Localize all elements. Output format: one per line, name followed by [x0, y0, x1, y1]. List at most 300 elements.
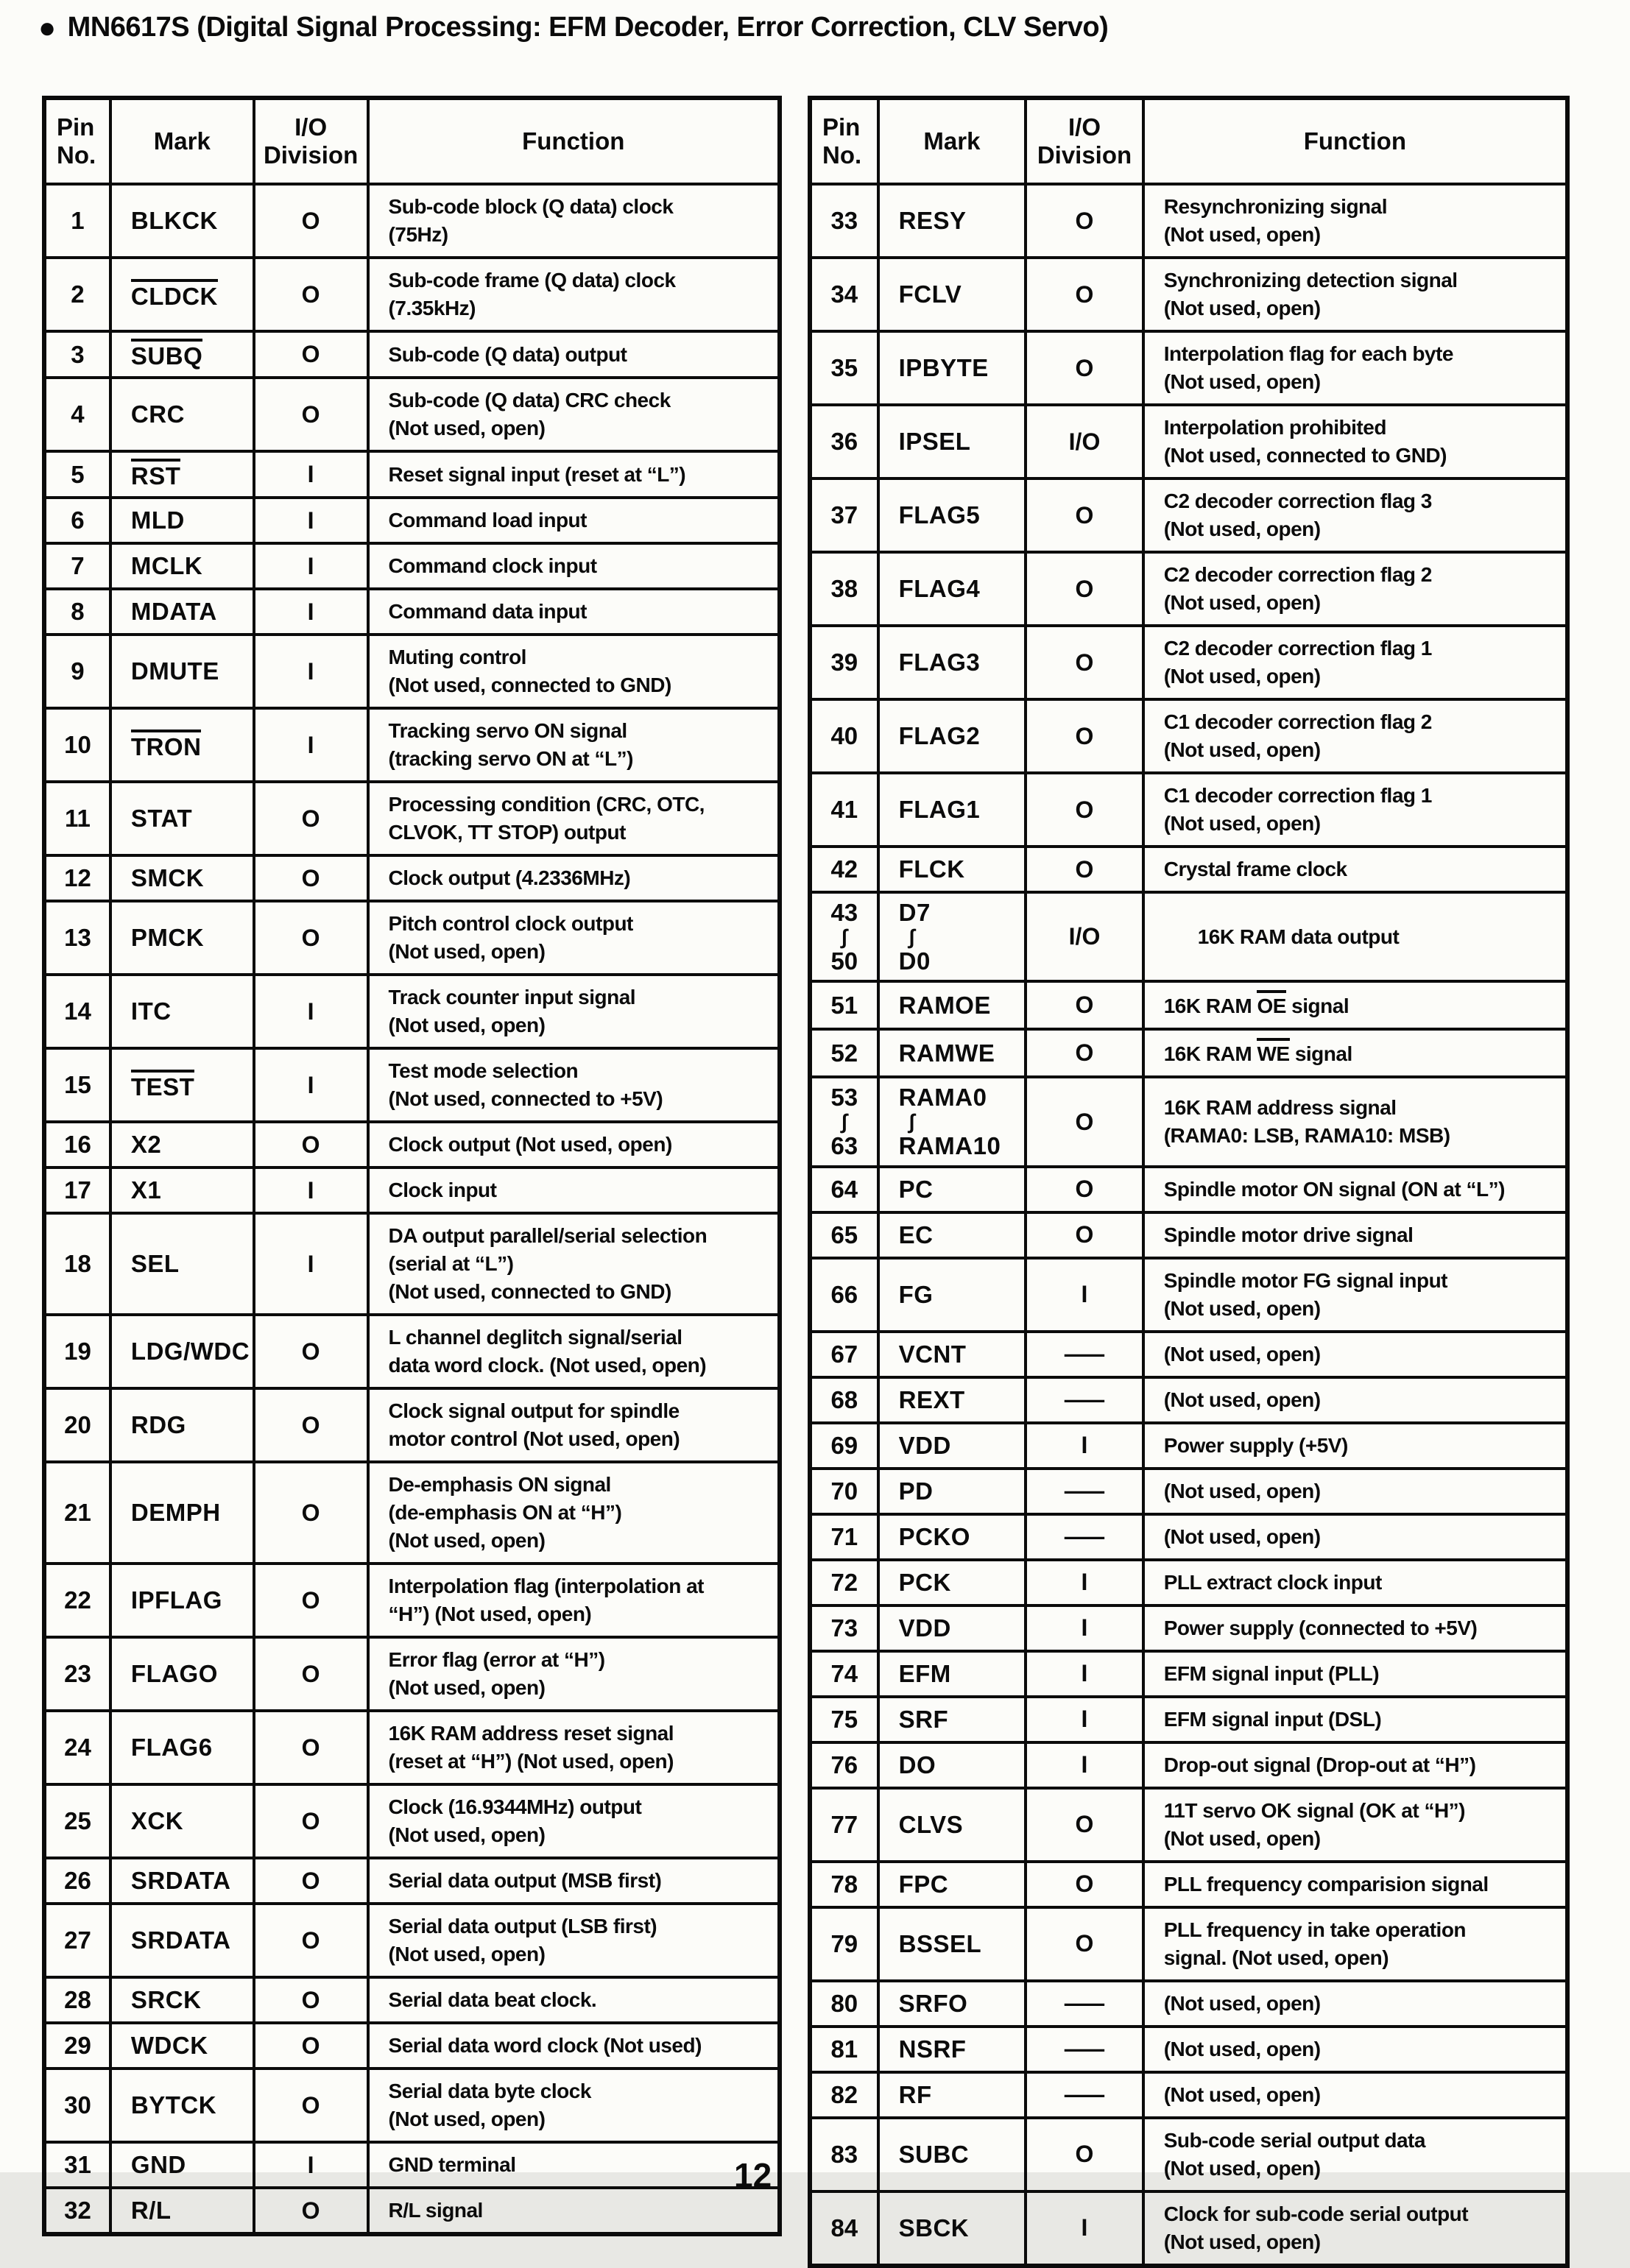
table-row [44, 1462, 780, 1564]
pin-cell: 29 [44, 2023, 110, 2069]
io-cell: O [254, 901, 368, 975]
function-cell: Sub-code (Q data) CRC check (Not used, open) [368, 378, 780, 451]
io-cell: O [1026, 1077, 1143, 1166]
io-cell: I [254, 498, 368, 543]
table-row [810, 626, 1567, 699]
io-cell: O [254, 1388, 368, 1462]
pin-cell: 81 [810, 2027, 878, 2072]
mark-cell: IPSEL [878, 405, 1026, 478]
mark-cell: RAMA0 ∫ RAMA10 [878, 1077, 1026, 1166]
mark-cell: XCK [110, 1784, 254, 1858]
range-squiggle-icon: ∫ [909, 925, 915, 948]
table-row [810, 847, 1567, 892]
function-cell: Spindle motor FG signal input (Not used, open) [1143, 1258, 1567, 1332]
column-header-mark: Mark [110, 98, 254, 184]
io-cell: I [1026, 1423, 1143, 1469]
function-cell: C2 decoder correction flag 1 (Not used, open) [1143, 626, 1567, 699]
dash-icon: — [1064, 1990, 1105, 2017]
function-cell: PLL extract clock input [1143, 1560, 1567, 1605]
mark-cell: FCLV [878, 258, 1026, 331]
io-cell: O [254, 1784, 368, 1858]
table-row [810, 773, 1567, 847]
mark-cell: X2 [110, 1122, 254, 1167]
mark-cell [110, 451, 254, 498]
io-cell: O [1026, 1788, 1143, 1862]
mark-cell: EC [878, 1212, 1026, 1258]
mark-cell: FLAG1 [878, 773, 1026, 847]
pin-table-right-wrap [808, 96, 1570, 2253]
function-cell: PLL frequency in take operation signal. (Not used, open) [1143, 1907, 1567, 1981]
table-row [810, 1258, 1567, 1332]
pin-cell: 13 [44, 901, 110, 975]
pin-cell: 69 [810, 1423, 878, 1469]
function-cell: C1 decoder correction flag 2 (Not used, open) [1143, 699, 1567, 773]
pin-cell: 51 [810, 981, 878, 1029]
pin-cell: 4 [44, 378, 110, 451]
table-row [810, 1077, 1567, 1166]
mark-cell: DEMPH [110, 1462, 254, 1564]
table-row [44, 2069, 780, 2142]
column-header-mark: Mark [878, 98, 1026, 184]
function-cell: Clock for sub-code serial output (Not used, open) [1143, 2191, 1567, 2266]
function-cell: Clock output (Not used, open) [368, 1122, 780, 1167]
mark-cell: DO [878, 1742, 1026, 1788]
function-cell: Power supply (connected to +5V) [1143, 1605, 1567, 1651]
io-cell: O [254, 2069, 368, 2142]
pin-cell: 32 [44, 2188, 110, 2234]
io-cell: O [254, 1904, 368, 1977]
function-cell: Serial data output (LSB first) (Not used, open) [368, 1904, 780, 1977]
function-cell: R/L signal [368, 2188, 780, 2234]
table-row [810, 699, 1567, 773]
io-cell: O [1026, 699, 1143, 773]
function-cell: C1 decoder correction flag 1 (Not used, open) [1143, 773, 1567, 847]
mark-cell [110, 331, 254, 378]
function-cell: Drop-out signal (Drop-out at “H”) [1143, 1742, 1567, 1788]
table-row [810, 1332, 1567, 1377]
dash-icon: — [1064, 1523, 1105, 1550]
pin-cell: 6 [44, 498, 110, 543]
dash-icon: — [1064, 1477, 1105, 1505]
mark-cell: FLCK [878, 847, 1026, 892]
mark-cell: SRFO [878, 1981, 1026, 2027]
table-row [810, 2027, 1567, 2072]
function-cell: Sub-code serial output data (Not used, open) [1143, 2118, 1567, 2191]
mark-cell: FLAGO [110, 1637, 254, 1711]
function-cell: (Not used, open) [1143, 1332, 1567, 1377]
function-cell: (Not used, open) [1143, 2027, 1567, 2072]
pin-cell: 76 [810, 1742, 878, 1788]
mark-cell: NSRF [878, 2027, 1026, 2072]
function-cell: Reset signal input (reset at “L”) [368, 451, 780, 498]
table-row [44, 1904, 780, 1977]
mark-cell: FLAG6 [110, 1711, 254, 1784]
pin-cell: 18 [44, 1213, 110, 1315]
dash-icon: — [1064, 1340, 1105, 1368]
io-cell: O [254, 782, 368, 855]
io-cell [1026, 1981, 1143, 2027]
function-cell: (Not used, open) [1143, 1377, 1567, 1423]
mark-cell: PCKO [878, 1514, 1026, 1560]
pin-cell: 19 [44, 1315, 110, 1388]
table-row [810, 478, 1567, 552]
table-row [810, 1605, 1567, 1651]
function-cell: C2 decoder correction flag 2 (Not used, open) [1143, 552, 1567, 626]
mark-cell: IPFLAG [110, 1564, 254, 1637]
pin-cell: 74 [810, 1651, 878, 1697]
pin-table-left-wrap [42, 96, 782, 2224]
pin-cell: 72 [810, 1560, 878, 1605]
io-cell: I [254, 635, 368, 708]
pin-cell: 31 [44, 2142, 110, 2188]
function-cell: EFM signal input (PLL) [1143, 1651, 1567, 1697]
mark-cell [110, 258, 254, 331]
table-row [44, 451, 780, 498]
io-cell: O [1026, 184, 1143, 258]
table-row [810, 1907, 1567, 1981]
mark-cell: RESY [878, 184, 1026, 258]
overlined-signal: SUBQ [131, 339, 202, 370]
io-cell: O [1026, 626, 1143, 699]
mark-cell: VDD [878, 1423, 1026, 1469]
mark-cell: CRC [110, 378, 254, 451]
table-row [44, 589, 780, 635]
table-row [810, 1514, 1567, 1560]
pin-cell: 26 [44, 1858, 110, 1904]
table-row [810, 1469, 1567, 1514]
pin-cell: 2 [44, 258, 110, 331]
function-cell: Clock signal output for spindle motor control (Not used, open) [368, 1388, 780, 1462]
pin-cell: 25 [44, 1784, 110, 1858]
pin-table-right [808, 96, 1570, 2268]
mark-cell: SRCK [110, 1977, 254, 2023]
pin-cell: 16 [44, 1122, 110, 1167]
io-cell: I [254, 2142, 368, 2188]
pin-cell: 28 [44, 1977, 110, 2023]
column-header-function: Function [1143, 98, 1567, 184]
table-row [810, 1029, 1567, 1077]
table-row [44, 184, 780, 258]
table-row [44, 1564, 780, 1637]
pin-cell: 79 [810, 1907, 878, 1981]
pin-cell: 77 [810, 1788, 878, 1862]
function-cell: Pitch control clock output (Not used, open) [368, 901, 780, 975]
io-cell: I [254, 451, 368, 498]
table-row [44, 1048, 780, 1122]
function-cell: 16K RAM data output [1143, 892, 1567, 981]
table-row [44, 331, 780, 378]
column-header-io: I/O Division [1026, 98, 1143, 184]
io-cell: I [1026, 1605, 1143, 1651]
table-row [44, 635, 780, 708]
function-cell: Processing condition (CRC, OTC, CLVOK, TT STOP) output [368, 782, 780, 855]
function-cell: Sub-code (Q data) output [368, 331, 780, 378]
table-row [810, 1167, 1567, 1212]
mark-cell: ITC [110, 975, 254, 1048]
overlined-signal: RST [131, 459, 181, 490]
io-cell: O [254, 331, 368, 378]
table-row [810, 331, 1567, 405]
function-cell: Serial data output (MSB first) [368, 1858, 780, 1904]
mark-cell: FG [878, 1258, 1026, 1332]
pin-cell: 38 [810, 552, 878, 626]
io-cell: O [1026, 1029, 1143, 1077]
pin-cell: 52 [810, 1029, 878, 1077]
function-cell: (Not used, open) [1143, 1514, 1567, 1560]
io-cell: I [1026, 1560, 1143, 1605]
io-cell [1026, 2027, 1143, 2072]
table-row [810, 1212, 1567, 1258]
overlined-signal: CLDCK [131, 279, 218, 310]
io-cell: I [254, 543, 368, 589]
io-cell [1026, 2072, 1143, 2118]
page-number: 12 [734, 2156, 772, 2194]
io-cell: O [254, 1858, 368, 1904]
function-cell: 16K RAM address reset signal (reset at “H”) (Not used, open) [368, 1711, 780, 1784]
io-cell [1026, 1514, 1143, 1560]
function-cell: Power supply (+5V) [1143, 1423, 1567, 1469]
table-row [810, 1981, 1567, 2027]
table-row [44, 378, 780, 451]
mark-cell: VCNT [878, 1332, 1026, 1377]
function-cell: Clock input [368, 1167, 780, 1213]
pin-cell: 21 [44, 1462, 110, 1564]
pin-cell: 7 [44, 543, 110, 589]
table-row [44, 855, 780, 901]
mark-cell: SMCK [110, 855, 254, 901]
mark-cell: SRDATA [110, 1904, 254, 1977]
mark-cell: RAMWE [878, 1029, 1026, 1077]
overlined-signal: WE [1257, 1038, 1289, 1064]
table-row [44, 258, 780, 331]
table-row [44, 1637, 780, 1711]
table-row [810, 1651, 1567, 1697]
pin-cell: 42 [810, 847, 878, 892]
io-cell: I [254, 708, 368, 782]
io-cell: O [1026, 258, 1143, 331]
io-cell: O [254, 258, 368, 331]
function-cell: Interpolation prohibited (Not used, connected to GND) [1143, 405, 1567, 478]
function-cell: Synchronizing detection signal (Not used, open) [1143, 258, 1567, 331]
pin-cell: 14 [44, 975, 110, 1048]
table-row [44, 2023, 780, 2069]
pin-cell: 73 [810, 1605, 878, 1651]
overlined-signal: OE [1257, 990, 1285, 1017]
io-cell: O [254, 184, 368, 258]
table-row [44, 2188, 780, 2234]
mark-cell: SEL [110, 1213, 254, 1315]
function-cell: 16K RAM address signal (RAMA0: LSB, RAMA10: MSB) [1143, 1077, 1567, 1166]
pin-cell: 30 [44, 2069, 110, 2142]
function-cell: Spindle motor ON signal (ON at “L”) [1143, 1167, 1567, 1212]
io-cell: O [1026, 981, 1143, 1029]
mark-cell: GND [110, 2142, 254, 2188]
table-row [810, 981, 1567, 1029]
function-cell: Clock (16.9344MHz) output (Not used, open) [368, 1784, 780, 1858]
dash-icon: — [1064, 2035, 1105, 2063]
range-squiggle-icon: ∫ [841, 1110, 847, 1134]
function-cell: Command data input [368, 589, 780, 635]
pin-cell: 15 [44, 1048, 110, 1122]
page-title-text: MN6617S (Digital Signal Processing: EFM Decoder, Error Correction, CLV Servo) [67, 12, 1109, 43]
function-cell: (Not used, open) [1143, 1469, 1567, 1514]
mark-cell: LDG/WDC [110, 1315, 254, 1388]
io-cell: I [1026, 1697, 1143, 1742]
pin-cell: 67 [810, 1332, 878, 1377]
range-squiggle-icon: ∫ [909, 1110, 915, 1134]
pin-cell: 78 [810, 1862, 878, 1907]
io-cell: I [254, 1213, 368, 1315]
mark-cell: MCLK [110, 543, 254, 589]
function-cell: C2 decoder correction flag 3 (Not used, open) [1143, 478, 1567, 552]
mark-cell: EFM [878, 1651, 1026, 1697]
table-row [44, 1213, 780, 1315]
table-row [44, 1315, 780, 1388]
io-cell: O [1026, 2118, 1143, 2191]
io-cell: O [254, 855, 368, 901]
pin-cell: 1 [44, 184, 110, 258]
pin-cell: 5 [44, 451, 110, 498]
function-cell: Sub-code frame (Q data) clock (7.35kHz) [368, 258, 780, 331]
header-row [44, 98, 780, 184]
table-row [810, 184, 1567, 258]
table-row [810, 892, 1567, 981]
io-cell: O [254, 378, 368, 451]
mark-cell: PC [878, 1167, 1026, 1212]
io-cell: O [254, 1711, 368, 1784]
io-cell: I/O [1026, 405, 1143, 478]
mark-cell [110, 1048, 254, 1122]
column-header-io: I/O Division [254, 98, 368, 184]
table-row [44, 1388, 780, 1462]
mark-cell: STAT [110, 782, 254, 855]
pin-cell: 64 [810, 1167, 878, 1212]
function-cell: Muting control (Not used, connected to GND) [368, 635, 780, 708]
table-row [44, 1711, 780, 1784]
table-row [44, 1784, 780, 1858]
pin-cell: 12 [44, 855, 110, 901]
mark-cell: WDCK [110, 2023, 254, 2069]
io-cell: I [254, 1167, 368, 1213]
function-cell: Serial data byte clock (Not used, open) [368, 2069, 780, 2142]
function-cell: PLL frequency comparision signal [1143, 1862, 1567, 1907]
io-cell: O [1026, 773, 1143, 847]
function-cell: Spindle motor drive signal [1143, 1212, 1567, 1258]
header-row [810, 98, 1567, 184]
pin-cell: 53 ∫ 63 [810, 1077, 878, 1166]
function-cell: Interpolation flag for each byte (Not used, open) [1143, 331, 1567, 405]
io-cell: O [254, 1122, 368, 1167]
mark-cell: PD [878, 1469, 1026, 1514]
table-row [44, 1122, 780, 1167]
table-row [810, 1423, 1567, 1469]
pin-cell: 83 [810, 2118, 878, 2191]
function-cell: Error flag (error at “H”) (Not used, open) [368, 1637, 780, 1711]
io-cell: O [254, 1462, 368, 1564]
table-row [44, 498, 780, 543]
table-row [44, 1167, 780, 1213]
pin-cell: 11 [44, 782, 110, 855]
overlined-signal: TRON [131, 729, 202, 760]
column-header-pin-no: Pin No. [44, 98, 110, 184]
pin-cell: 24 [44, 1711, 110, 1784]
bullet-icon: ● [38, 12, 56, 44]
mark-cell: FPC [878, 1862, 1026, 1907]
function-cell: Track counter input signal (Not used, open) [368, 975, 780, 1048]
pin-cell: 82 [810, 2072, 878, 2118]
pin-cell: 35 [810, 331, 878, 405]
pin-cell: 70 [810, 1469, 878, 1514]
pin-cell: 80 [810, 1981, 878, 2027]
mark-cell: PMCK [110, 901, 254, 975]
table-row [810, 552, 1567, 626]
function-cell: Crystal frame clock [1143, 847, 1567, 892]
pin-cell: 3 [44, 331, 110, 378]
dash-icon: — [1064, 1386, 1105, 1413]
pin-cell: 39 [810, 626, 878, 699]
mark-cell: IPBYTE [878, 331, 1026, 405]
io-cell: I [254, 589, 368, 635]
mark-cell: FLAG3 [878, 626, 1026, 699]
mark-cell: RAMOE [878, 981, 1026, 1029]
io-cell: O [1026, 1212, 1143, 1258]
function-cell: Command load input [368, 498, 780, 543]
table-row [810, 1697, 1567, 1742]
function-cell: Resynchronizing signal (Not used, open) [1143, 184, 1567, 258]
io-cell: O [1026, 1862, 1143, 1907]
pin-cell: 10 [44, 708, 110, 782]
mark-cell: RDG [110, 1388, 254, 1462]
table-row [810, 1742, 1567, 1788]
mark-cell: MDATA [110, 589, 254, 635]
function-cell: L channel deglitch signal/serial data word clock. (Not used, open) [368, 1315, 780, 1388]
mark-cell: BLKCK [110, 184, 254, 258]
overlined-signal: TEST [131, 1070, 194, 1101]
table-row [44, 1858, 780, 1904]
page-title [38, 12, 1108, 45]
mark-cell: DMUTE [110, 635, 254, 708]
io-cell: O [1026, 478, 1143, 552]
table-row [810, 1862, 1567, 1907]
table-row [810, 1560, 1567, 1605]
io-cell: I/O [1026, 892, 1143, 981]
io-cell: I [254, 1048, 368, 1122]
pin-cell: 40 [810, 699, 878, 773]
mark-cell: SUBC [878, 2118, 1026, 2191]
function-cell: Test mode selection (Not used, connected to +5V) [368, 1048, 780, 1122]
pin-cell: 36 [810, 405, 878, 478]
table-row [810, 405, 1567, 478]
io-cell: O [254, 1315, 368, 1388]
pin-cell: 65 [810, 1212, 878, 1258]
pin-cell: 23 [44, 1637, 110, 1711]
table-row [810, 1377, 1567, 1423]
function-cell: (Not used, open) [1143, 1981, 1567, 2027]
mark-cell: VDD [878, 1605, 1026, 1651]
io-cell: O [1026, 331, 1143, 405]
io-cell: I [1026, 1651, 1143, 1697]
pin-table-left [42, 96, 782, 2236]
pin-cell: 8 [44, 589, 110, 635]
pin-cell: 84 [810, 2191, 878, 2266]
pin-cell: 75 [810, 1697, 878, 1742]
io-cell: O [254, 1564, 368, 1637]
table-row [44, 901, 780, 975]
pin-cell: 71 [810, 1514, 878, 1560]
mark-cell [110, 708, 254, 782]
function-cell: EFM signal input (DSL) [1143, 1697, 1567, 1742]
table-row [810, 2072, 1567, 2118]
